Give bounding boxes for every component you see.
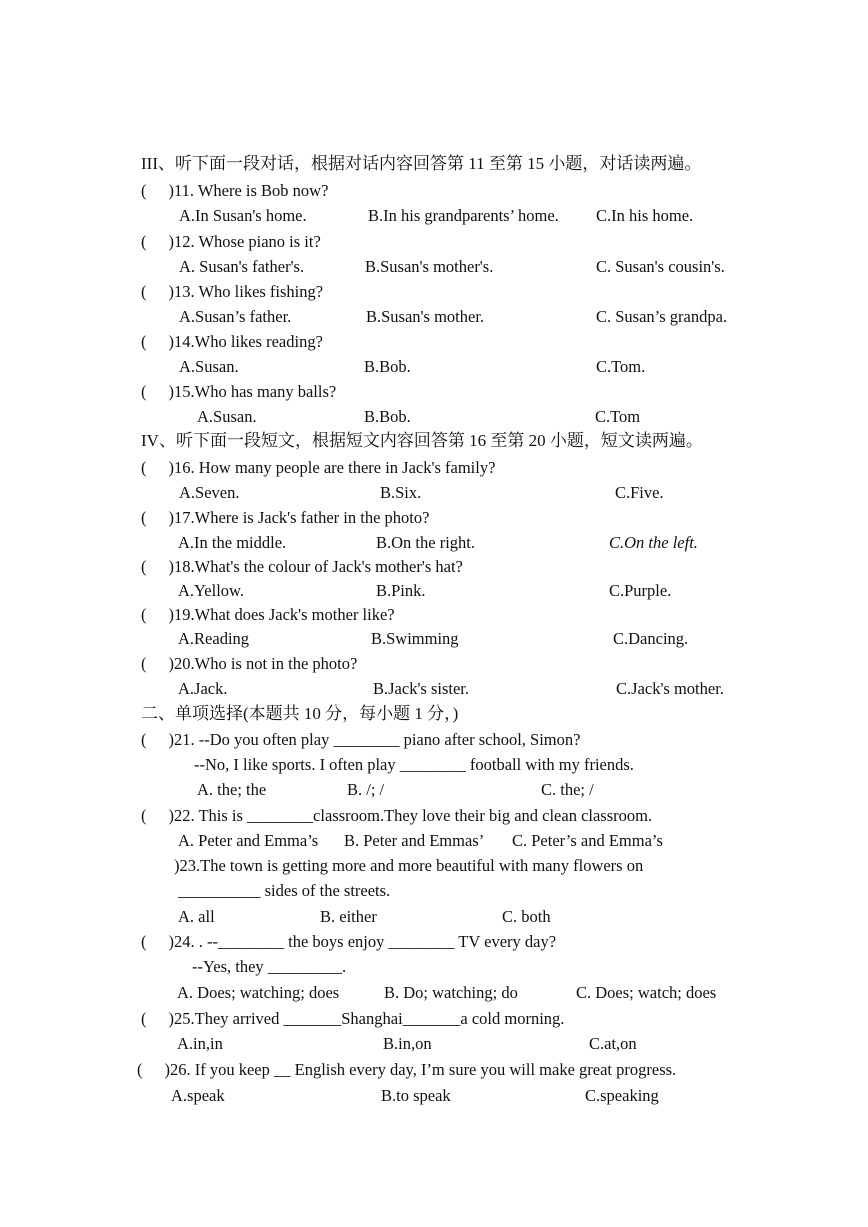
answer-paren[interactable]: ( bbox=[141, 1009, 147, 1028]
option-a[interactable]: A.In the middle. bbox=[178, 533, 287, 552]
question-26 bbox=[137, 1060, 676, 1080]
question-stem: )26. If you keep __ English every day, I’m sure you will make great progress. bbox=[164, 1060, 677, 1079]
option-a[interactable]: A.In Susan's home. bbox=[179, 206, 307, 225]
question-23: )23.The town is getting more and more beautiful with many flowers on bbox=[174, 856, 644, 875]
option-b[interactable]: B.In his grandparents’ home. bbox=[368, 206, 559, 225]
answer-paren[interactable]: ( bbox=[141, 282, 147, 301]
option-c[interactable]: C.Five. bbox=[615, 483, 664, 502]
option-b[interactable]: B.Six. bbox=[380, 483, 422, 502]
option-c[interactable]: C. both bbox=[502, 907, 551, 926]
question-stem: )21. --Do you often play ________ piano after school, Simon? bbox=[168, 730, 581, 749]
option-c[interactable]: C. Does; watch; does bbox=[576, 983, 717, 1002]
question-stem: )15.Who has many balls? bbox=[168, 382, 337, 401]
option-a[interactable]: A.Reading bbox=[178, 629, 250, 648]
answer-paren[interactable]: ( bbox=[141, 654, 147, 673]
option-c[interactable]: C. Susan’s grandpa. bbox=[596, 307, 728, 326]
option-a[interactable]: A.Susan. bbox=[197, 407, 257, 426]
question-stem: )12. Whose piano is it? bbox=[168, 232, 321, 251]
option-b[interactable]: B.Pink. bbox=[376, 581, 426, 600]
answer-paren[interactable]: ( bbox=[141, 508, 147, 527]
question-24-reply: --Yes, they _________. bbox=[192, 957, 347, 976]
question-stem: )18.What's the colour of Jack's mother's hat? bbox=[168, 557, 463, 576]
question-stem: )11. Where is Bob now? bbox=[168, 181, 329, 200]
question-24 bbox=[141, 932, 556, 952]
option-c[interactable]: C.Jack's mother. bbox=[616, 679, 724, 698]
answer-paren[interactable]: ( bbox=[141, 806, 147, 825]
question-14 bbox=[141, 332, 323, 352]
option-a[interactable]: A.Susan. bbox=[179, 357, 239, 376]
option-c[interactable]: C. Peter’s and Emma’s bbox=[512, 831, 663, 850]
option-a[interactable]: A. all bbox=[178, 907, 215, 926]
answer-paren[interactable]: ( bbox=[141, 557, 147, 576]
question-stem: )24. . --________ the boys enjoy ________ TV every day? bbox=[168, 932, 557, 951]
option-c[interactable]: C.Purple. bbox=[609, 581, 672, 600]
option-c[interactable]: C. the; / bbox=[541, 780, 594, 799]
answer-paren[interactable]: ( bbox=[141, 181, 147, 200]
option-b[interactable]: B. /; / bbox=[347, 780, 385, 799]
option-b[interactable]: B. Peter and Emmas’ bbox=[344, 831, 485, 850]
section-3-heading: III、听下面一段对话，根据对话内容回答第 11 至第 15 小题，对话读两遍。 bbox=[141, 154, 702, 173]
question-21 bbox=[141, 730, 580, 750]
option-a[interactable]: A.Jack. bbox=[178, 679, 228, 698]
question-15 bbox=[141, 382, 336, 402]
option-b[interactable]: B.Jack's sister. bbox=[373, 679, 470, 698]
option-a[interactable]: A.Susan’s father. bbox=[179, 307, 292, 326]
answer-paren[interactable]: ( bbox=[141, 605, 147, 624]
question-20 bbox=[141, 654, 357, 674]
option-a[interactable]: A. the; the bbox=[197, 780, 267, 799]
option-a[interactable]: A. Peter and Emma’s bbox=[178, 831, 319, 850]
option-a[interactable]: A.Seven. bbox=[179, 483, 240, 502]
option-c[interactable]: C.Dancing. bbox=[613, 629, 689, 648]
option-b[interactable]: B.On the right. bbox=[376, 533, 475, 552]
option-b[interactable]: B.Swimming bbox=[371, 629, 459, 648]
answer-paren[interactable]: ( bbox=[141, 232, 147, 251]
question-25 bbox=[141, 1009, 564, 1029]
section-4-heading: IV、听下面一段短文，根据短文内容回答第 16 至第 20 小题，短文读两遍。 bbox=[141, 431, 703, 450]
option-b[interactable]: B.Susan's mother's. bbox=[365, 257, 494, 276]
question-11 bbox=[141, 181, 328, 201]
option-a[interactable]: A.Yellow. bbox=[178, 581, 245, 600]
question-17 bbox=[141, 508, 429, 528]
answer-paren[interactable]: ( bbox=[141, 932, 147, 951]
answer-paren[interactable]: ( bbox=[141, 332, 147, 351]
option-b[interactable]: B.Bob. bbox=[364, 357, 411, 376]
answer-paren[interactable]: ( bbox=[137, 1060, 143, 1079]
option-c[interactable]: C.Tom. bbox=[596, 357, 646, 376]
question-stem: )16. How many people are there in Jack's family? bbox=[168, 458, 496, 477]
option-c[interactable]: C.In his home. bbox=[596, 206, 694, 225]
option-c[interactable]: C.at,on bbox=[589, 1034, 637, 1053]
option-b[interactable]: B. Do; watching; do bbox=[384, 983, 518, 1002]
question-stem: )20.Who is not in the photo? bbox=[168, 654, 358, 673]
option-c[interactable]: C. Susan's cousin's. bbox=[596, 257, 725, 276]
question-23-cont: __________ sides of the streets. bbox=[178, 881, 391, 900]
question-21-reply: --No, I like sports. I often play ________ football with my friends. bbox=[194, 755, 634, 774]
option-b[interactable]: B.to speak bbox=[381, 1086, 451, 1105]
question-stem: )13. Who likes fishing? bbox=[168, 282, 324, 301]
answer-paren[interactable]: ( bbox=[141, 730, 147, 749]
option-b[interactable]: B.Bob. bbox=[364, 407, 411, 426]
option-c[interactable]: C.On the left. bbox=[609, 533, 698, 552]
question-19 bbox=[141, 605, 395, 625]
option-a[interactable]: A. Susan's father's. bbox=[179, 257, 305, 276]
question-stem: )25.They arrived _______Shanghai_______a cold morning. bbox=[168, 1009, 565, 1028]
option-b[interactable]: B. either bbox=[320, 907, 377, 926]
question-18 bbox=[141, 557, 463, 577]
option-b[interactable]: B.in,on bbox=[383, 1034, 432, 1053]
question-stem: )14.Who likes reading? bbox=[168, 332, 323, 351]
answer-paren[interactable]: ( bbox=[141, 458, 147, 477]
option-a[interactable]: A.in,in bbox=[177, 1034, 223, 1053]
question-12 bbox=[141, 232, 321, 252]
question-stem: )22. This is ________classroom.They love their big and clean classroom. bbox=[168, 806, 653, 825]
option-c[interactable]: C.Tom bbox=[595, 407, 641, 426]
answer-paren[interactable]: ( bbox=[141, 382, 147, 401]
option-c[interactable]: C.speaking bbox=[585, 1086, 659, 1105]
question-16 bbox=[141, 458, 495, 478]
option-a[interactable]: A.speak bbox=[171, 1086, 225, 1105]
option-b[interactable]: B.Susan's mother. bbox=[366, 307, 485, 326]
section-2-heading: 二、单项选择(本题共 10 分，每小题 1 分，) bbox=[141, 704, 459, 723]
question-13 bbox=[141, 282, 323, 302]
question-22 bbox=[141, 806, 652, 826]
question-stem: )17.Where is Jack's father in the photo? bbox=[168, 508, 430, 527]
question-stem: )19.What does Jack's mother like? bbox=[168, 605, 395, 624]
option-a[interactable]: A. Does; watching; does bbox=[177, 983, 340, 1002]
